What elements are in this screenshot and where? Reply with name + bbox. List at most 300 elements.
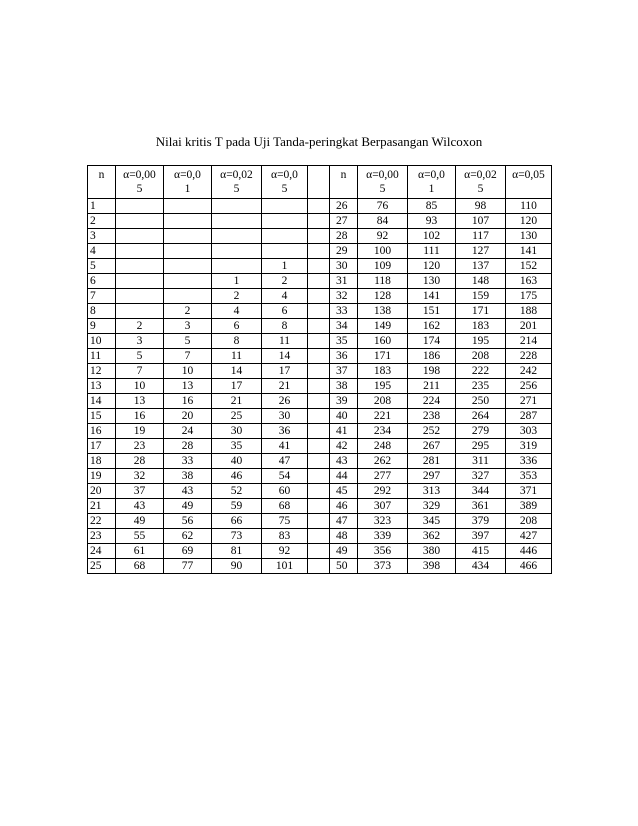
column-header-line1: α=0,0: [418, 169, 445, 181]
table-cell: 163: [506, 274, 552, 289]
table-cell: 77: [164, 559, 212, 574]
table-cell: 1: [212, 274, 262, 289]
table-row: [88, 544, 552, 559]
table-cell: 43: [164, 484, 212, 499]
column-header: [116, 166, 164, 199]
column-header: [308, 166, 330, 199]
table-cell: 35: [330, 334, 358, 349]
table-cell: 21: [262, 379, 308, 394]
table-row: [88, 499, 552, 514]
table-cell: 49: [330, 544, 358, 559]
table-cell: 50: [330, 559, 358, 574]
table-cell: 10: [116, 379, 164, 394]
table-body: [88, 199, 552, 574]
table-cell: [212, 244, 262, 259]
table-cell: 313: [408, 484, 456, 499]
table-cell: 175: [506, 289, 552, 304]
table-cell: 356: [358, 544, 408, 559]
table-cell: 56: [164, 514, 212, 529]
table-cell: 130: [408, 274, 456, 289]
table-row: [88, 454, 552, 469]
column-header-line1: α=0,00: [366, 169, 399, 181]
column-header: [456, 166, 506, 199]
table-cell: 208: [358, 394, 408, 409]
column-header: [212, 166, 262, 199]
table-cell: [164, 214, 212, 229]
table-cell: 234: [358, 424, 408, 439]
table-cell: [212, 229, 262, 244]
table-cell: 19: [88, 469, 116, 484]
table-cell: 10: [88, 334, 116, 349]
table-cell: 466: [506, 559, 552, 574]
table-cell: 37: [330, 364, 358, 379]
table-row: [88, 289, 552, 304]
table-row: [88, 424, 552, 439]
column-header: [330, 166, 358, 199]
table-cell: 141: [506, 244, 552, 259]
table-cell: [308, 214, 330, 229]
table-cell: 10: [164, 364, 212, 379]
table-cell: [164, 274, 212, 289]
table-cell: 14: [212, 364, 262, 379]
table-cell: 38: [330, 379, 358, 394]
table-cell: 92: [358, 229, 408, 244]
table-cell: 201: [506, 319, 552, 334]
table-cell: 45: [330, 484, 358, 499]
table-row: [88, 229, 552, 244]
table-cell: [308, 244, 330, 259]
table-cell: 21: [212, 394, 262, 409]
table-cell: 9: [88, 319, 116, 334]
table-cell: 24: [88, 544, 116, 559]
table-cell: 3: [116, 334, 164, 349]
table-cell: 41: [330, 424, 358, 439]
table-cell: [308, 394, 330, 409]
table-row: [88, 319, 552, 334]
table-cell: 264: [456, 409, 506, 424]
table-cell: 152: [506, 259, 552, 274]
table-cell: 224: [408, 394, 456, 409]
table-row: [88, 349, 552, 364]
table-cell: [308, 289, 330, 304]
table-cell: 248: [358, 439, 408, 454]
column-header-line2: 5: [136, 183, 143, 195]
table-cell: 228: [506, 349, 552, 364]
table-cell: [308, 304, 330, 319]
table-cell: 81: [212, 544, 262, 559]
table-cell: [212, 259, 262, 274]
table-cell: 55: [116, 529, 164, 544]
table-cell: [116, 274, 164, 289]
table-cell: 66: [212, 514, 262, 529]
table-cell: 90: [212, 559, 262, 574]
table-cell: 353: [506, 469, 552, 484]
column-header-line1: n: [340, 169, 347, 181]
table-cell: 159: [456, 289, 506, 304]
table-cell: 16: [88, 424, 116, 439]
table-cell: 26: [330, 199, 358, 214]
table-row: [88, 484, 552, 499]
table-cell: 238: [408, 409, 456, 424]
table-row: [88, 469, 552, 484]
table-cell: 198: [408, 364, 456, 379]
table-cell: 8: [88, 304, 116, 319]
table-row: [88, 514, 552, 529]
table-cell: 2: [88, 214, 116, 229]
table-row: [88, 199, 552, 214]
column-header-line1: n: [98, 169, 105, 181]
table-cell: 171: [456, 304, 506, 319]
table-cell: 43: [330, 454, 358, 469]
table-cell: [116, 199, 164, 214]
table-cell: 2: [212, 289, 262, 304]
table-cell: 30: [262, 409, 308, 424]
table-cell: [308, 379, 330, 394]
table-cell: 446: [506, 544, 552, 559]
table-cell: 307: [358, 499, 408, 514]
table-cell: 93: [408, 214, 456, 229]
table-cell: 11: [212, 349, 262, 364]
table-row: [88, 259, 552, 274]
column-header-line2: 5: [233, 183, 240, 195]
table-cell: 26: [262, 394, 308, 409]
table-cell: [308, 454, 330, 469]
table-cell: 7: [116, 364, 164, 379]
table-row: [88, 439, 552, 454]
table-cell: 214: [506, 334, 552, 349]
column-header: [262, 166, 308, 199]
table-cell: 221: [358, 409, 408, 424]
table-cell: 380: [408, 544, 456, 559]
table-cell: 6: [262, 304, 308, 319]
table-cell: 14: [88, 394, 116, 409]
table-cell: 36: [262, 424, 308, 439]
table-cell: 102: [408, 229, 456, 244]
table-cell: 110: [506, 199, 552, 214]
table-cell: [212, 199, 262, 214]
table-cell: 327: [456, 469, 506, 484]
table-cell: 329: [408, 499, 456, 514]
table-row: [88, 529, 552, 544]
table-cell: [308, 259, 330, 274]
table-row: [88, 379, 552, 394]
table-cell: 188: [506, 304, 552, 319]
table-cell: 32: [116, 469, 164, 484]
table-cell: 36: [330, 349, 358, 364]
table-cell: 44: [330, 469, 358, 484]
table-cell: [308, 334, 330, 349]
table-cell: 42: [330, 439, 358, 454]
table-cell: 279: [456, 424, 506, 439]
table-cell: 68: [262, 499, 308, 514]
table-cell: 109: [358, 259, 408, 274]
table-cell: [308, 439, 330, 454]
table-cell: 47: [262, 454, 308, 469]
table-cell: 20: [88, 484, 116, 499]
table-cell: 415: [456, 544, 506, 559]
table-cell: 40: [212, 454, 262, 469]
column-header-line1: α=0,00: [123, 169, 156, 181]
table-cell: [308, 544, 330, 559]
table-cell: 362: [408, 529, 456, 544]
table-cell: 21: [88, 499, 116, 514]
table-cell: [262, 214, 308, 229]
table-cell: [262, 229, 308, 244]
table-cell: 37: [116, 484, 164, 499]
table-cell: 222: [456, 364, 506, 379]
table-cell: 28: [116, 454, 164, 469]
table-cell: 1: [88, 199, 116, 214]
column-header-line2: 1: [428, 183, 435, 195]
page-title: Nilai kritis T pada Uji Tanda-peringkat Berpasangan Wilcoxon: [155, 134, 483, 149]
table-cell: 59: [212, 499, 262, 514]
table-cell: 33: [164, 454, 212, 469]
table-cell: 427: [506, 529, 552, 544]
table-cell: 5: [88, 259, 116, 274]
table-cell: 138: [358, 304, 408, 319]
table-cell: [116, 229, 164, 244]
table-cell: 141: [408, 289, 456, 304]
table-cell: 3: [164, 319, 212, 334]
table-cell: [212, 214, 262, 229]
column-header-line1: α=0,05: [512, 169, 545, 181]
table-cell: [308, 469, 330, 484]
table-cell: 162: [408, 319, 456, 334]
column-header-line2: 5: [477, 183, 484, 195]
table-cell: [308, 424, 330, 439]
column-header-line1: α=0,02: [220, 169, 253, 181]
table-cell: 319: [506, 439, 552, 454]
table-cell: 148: [456, 274, 506, 289]
table-cell: 46: [330, 499, 358, 514]
table-cell: 16: [116, 409, 164, 424]
table-cell: 111: [408, 244, 456, 259]
table-cell: 13: [116, 394, 164, 409]
table-cell: [308, 409, 330, 424]
table-cell: 6: [88, 274, 116, 289]
table-row: [88, 394, 552, 409]
table-cell: 117: [456, 229, 506, 244]
table-cell: 7: [88, 289, 116, 304]
table-cell: [164, 199, 212, 214]
column-header-line1: α=0,0: [174, 169, 201, 181]
table-cell: 52: [212, 484, 262, 499]
column-header-line2: 5: [379, 183, 386, 195]
table-cell: 49: [116, 514, 164, 529]
table-cell: 183: [358, 364, 408, 379]
table-row: [88, 274, 552, 289]
table-cell: 24: [164, 424, 212, 439]
table-cell: 25: [212, 409, 262, 424]
table-row: [88, 214, 552, 229]
table-cell: 171: [358, 349, 408, 364]
table-cell: 295: [456, 439, 506, 454]
table-row: [88, 334, 552, 349]
table-cell: 22: [88, 514, 116, 529]
table-cell: [308, 319, 330, 334]
table-cell: 137: [456, 259, 506, 274]
table-cell: 23: [116, 439, 164, 454]
table-row: [88, 304, 552, 319]
table-cell: 13: [164, 379, 212, 394]
table-cell: 5: [164, 334, 212, 349]
table-cell: 250: [456, 394, 506, 409]
table-cell: 20: [164, 409, 212, 424]
table-cell: 101: [262, 559, 308, 574]
table-cell: 14: [262, 349, 308, 364]
table-cell: 345: [408, 514, 456, 529]
table-cell: 100: [358, 244, 408, 259]
table-cell: 8: [262, 319, 308, 334]
table-cell: 373: [358, 559, 408, 574]
table-cell: [308, 514, 330, 529]
table-cell: [164, 244, 212, 259]
table-cell: 75: [262, 514, 308, 529]
table-cell: 54: [262, 469, 308, 484]
table-cell: 208: [506, 514, 552, 529]
table-cell: 17: [212, 379, 262, 394]
table-cell: 32: [330, 289, 358, 304]
table-cell: 208: [456, 349, 506, 364]
column-header-line2: 5: [281, 183, 288, 195]
column-header: [506, 166, 552, 199]
table-cell: 4: [212, 304, 262, 319]
table-cell: 27: [330, 214, 358, 229]
column-header: [408, 166, 456, 199]
table-row: [88, 409, 552, 424]
table-cell: 323: [358, 514, 408, 529]
table-cell: 13: [88, 379, 116, 394]
table-cell: 252: [408, 424, 456, 439]
table-cell: 271: [506, 394, 552, 409]
table-cell: 211: [408, 379, 456, 394]
table-cell: 3: [88, 229, 116, 244]
table-cell: 17: [88, 439, 116, 454]
table-cell: 12: [88, 364, 116, 379]
table-cell: 19: [116, 424, 164, 439]
table-cell: 69: [164, 544, 212, 559]
table-cell: 28: [164, 439, 212, 454]
table-cell: [116, 304, 164, 319]
table-cell: 33: [330, 304, 358, 319]
table-cell: 389: [506, 499, 552, 514]
table-cell: 174: [408, 334, 456, 349]
table-cell: 60: [262, 484, 308, 499]
table-cell: 5: [116, 349, 164, 364]
table-cell: [308, 274, 330, 289]
table-cell: 4: [262, 289, 308, 304]
table-cell: 118: [358, 274, 408, 289]
table-cell: 7: [164, 349, 212, 364]
table-cell: 287: [506, 409, 552, 424]
table-cell: 49: [164, 499, 212, 514]
table-cell: 151: [408, 304, 456, 319]
table-cell: 73: [212, 529, 262, 544]
table-cell: 2: [116, 319, 164, 334]
table-cell: 35: [212, 439, 262, 454]
table-cell: 23: [88, 529, 116, 544]
table-cell: 40: [330, 409, 358, 424]
column-header: [358, 166, 408, 199]
table-cell: 11: [88, 349, 116, 364]
table-cell: 46: [212, 469, 262, 484]
table-cell: 29: [330, 244, 358, 259]
table-cell: 62: [164, 529, 212, 544]
table-cell: 47: [330, 514, 358, 529]
table-cell: 25: [88, 559, 116, 574]
table-cell: [308, 484, 330, 499]
table-header-row: [88, 166, 552, 199]
table-cell: 39: [330, 394, 358, 409]
table-cell: 84: [358, 214, 408, 229]
table-cell: 128: [358, 289, 408, 304]
table-cell: 41: [262, 439, 308, 454]
table-cell: 160: [358, 334, 408, 349]
table-cell: [262, 199, 308, 214]
table-cell: 30: [330, 259, 358, 274]
table-row: [88, 559, 552, 574]
table-cell: 379: [456, 514, 506, 529]
table-cell: 76: [358, 199, 408, 214]
table-cell: 1: [262, 259, 308, 274]
table-cell: 195: [456, 334, 506, 349]
column-header: [88, 166, 116, 199]
table-cell: 262: [358, 454, 408, 469]
table-row: [88, 244, 552, 259]
column-header-line1: α=0,02: [464, 169, 497, 181]
table-cell: 339: [358, 529, 408, 544]
table-cell: [164, 229, 212, 244]
table-cell: 235: [456, 379, 506, 394]
table-cell: 371: [506, 484, 552, 499]
table-cell: 127: [456, 244, 506, 259]
table-cell: 34: [330, 319, 358, 334]
table-cell: 267: [408, 439, 456, 454]
table-cell: [164, 289, 212, 304]
table-cell: 6: [212, 319, 262, 334]
table-cell: 277: [358, 469, 408, 484]
table-cell: 16: [164, 394, 212, 409]
table-cell: [308, 349, 330, 364]
table-cell: 68: [116, 559, 164, 574]
table-cell: 98: [456, 199, 506, 214]
table-cell: 344: [456, 484, 506, 499]
table-cell: 4: [88, 244, 116, 259]
table-cell: 85: [408, 199, 456, 214]
table-cell: 297: [408, 469, 456, 484]
table-cell: 61: [116, 544, 164, 559]
column-header-line1: α=0,0: [271, 169, 298, 181]
table-cell: 120: [506, 214, 552, 229]
table-cell: 31: [330, 274, 358, 289]
table-cell: 303: [506, 424, 552, 439]
table-cell: [116, 214, 164, 229]
table-cell: [308, 499, 330, 514]
column-header-line2: 1: [184, 183, 191, 195]
table-cell: [308, 229, 330, 244]
table-cell: [308, 529, 330, 544]
table-cell: 149: [358, 319, 408, 334]
table-cell: [116, 244, 164, 259]
table-cell: [308, 559, 330, 574]
table-cell: 361: [456, 499, 506, 514]
table-cell: 30: [212, 424, 262, 439]
table-cell: 38: [164, 469, 212, 484]
table-cell: 434: [456, 559, 506, 574]
table-cell: 83: [262, 529, 308, 544]
table-cell: 256: [506, 379, 552, 394]
table-cell: [262, 244, 308, 259]
